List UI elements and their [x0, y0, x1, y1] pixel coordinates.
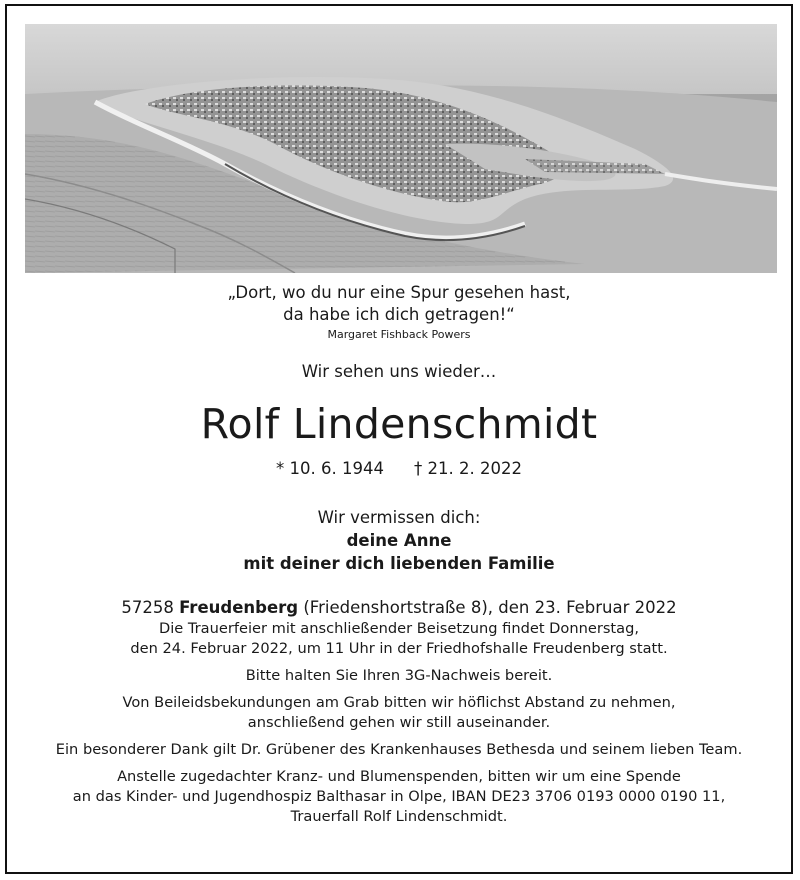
notice-text — [7, 282, 791, 827]
funeral-line-1: Die Trauerfeier mit anschließender Beisetzung findet Donnerstag, — [159, 620, 639, 637]
death-date: † 21. 2. 2022 — [414, 459, 522, 478]
birth-date: * 10. 6. 1944 — [276, 459, 384, 478]
farewell-line: Wir sehen uns wieder… — [301, 362, 497, 381]
funeral-line-2: den 24. Februar 2022, um 11 Uhr in der Friedhofshalle Freudenberg statt. — [130, 640, 668, 657]
place-date-line — [7, 597, 791, 619]
covid-notice: Bitte halten Sie Ihren 3G-Nachweis bereit. — [245, 667, 553, 684]
mourner-family: mit deiner dich liebenden Familie — [243, 554, 555, 573]
obituary-notice — [5, 4, 793, 874]
condolence-line-1: Von Beileidsbekundungen am Grab bitten wir höflichst Abstand zu nehmen, — [122, 694, 676, 711]
place-zip: 57258 — [121, 598, 174, 617]
donation-line-1: Anstelle zugedachter Kranz- und Blumenspenden, bitten wir um eine Spende — [117, 768, 681, 785]
quote-line-1: „Dort, wo du nur eine Spur gesehen hast, — [227, 283, 571, 302]
mourner-anne: deine Anne — [346, 531, 452, 550]
donation-line-2: an das Kinder- und Jugendhospiz Balthasar in Olpe, IBAN DE23 3706 0193 0000 0190 11, — [72, 788, 726, 805]
aerial-island-photo — [25, 24, 777, 273]
place-city: Freudenberg — [179, 598, 299, 617]
place-rest: (Friedenshortstraße 8), den 23. Februar 2022 — [303, 598, 677, 617]
quote-line-2: da habe ich dich getragen!“ — [283, 305, 515, 324]
thanks-line: Ein besonderer Dank gilt Dr. Grübener des Krankenhauses Bethesda und seinem lieben Team. — [55, 741, 743, 758]
mourners-intro: Wir vermissen dich: — [317, 508, 481, 527]
condolence-line-2: anschließend gehen wir still auseinander. — [247, 714, 551, 731]
quote-author: Margaret Fishback Powers — [327, 328, 471, 341]
life-dates — [7, 458, 791, 480]
deceased-name: Rolf Lindenschmidt — [200, 400, 598, 448]
island-image — [25, 24, 777, 273]
donation-line-3: Trauerfall Rolf Lindenschmidt. — [290, 808, 508, 825]
